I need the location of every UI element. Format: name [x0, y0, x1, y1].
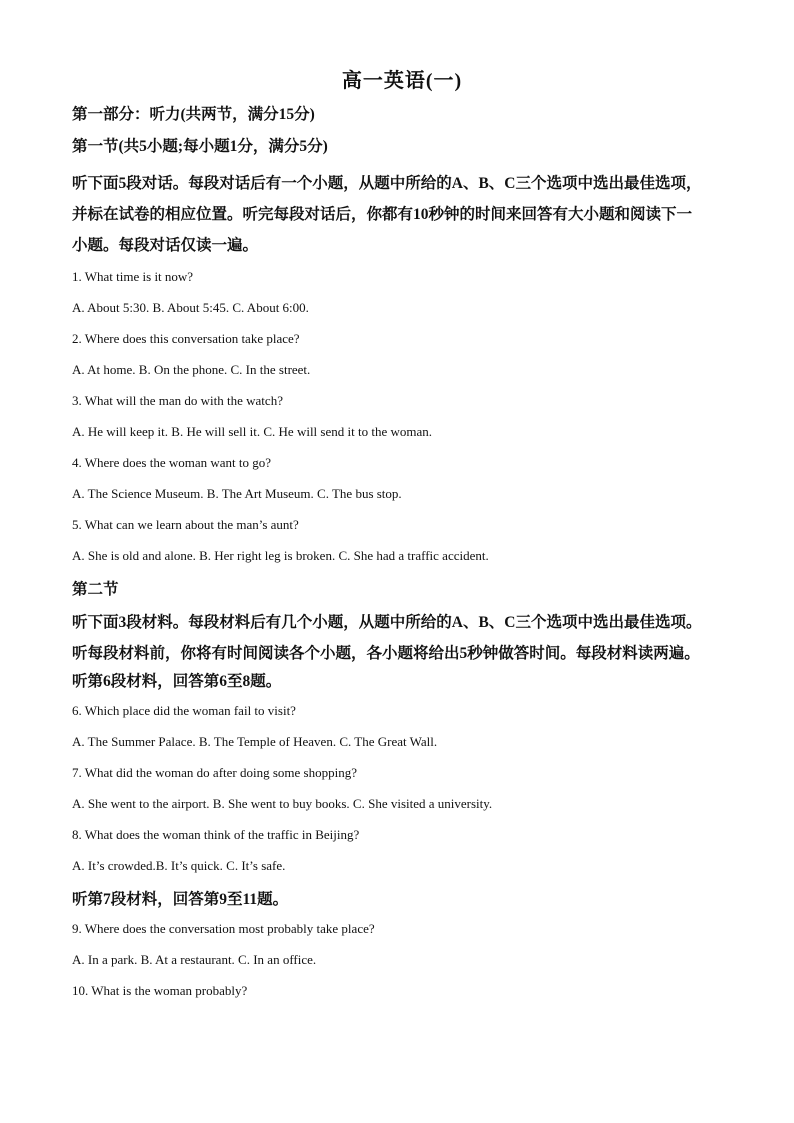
question-text: 9. Where does the conversation most probably take place?: [72, 921, 375, 936]
exam-page: [72, 66, 732, 1014]
question-text: 6. Which place did the woman fail to visit?: [72, 703, 296, 718]
question-text: 4. Where does the woman want to go?: [72, 455, 272, 470]
material7-question-list: [72, 921, 732, 998]
section2-heading: 第二节: [72, 581, 119, 598]
question-options: A. In a park. B. At a restaurant. C. In an office.: [72, 952, 317, 967]
exam-title: 高一英语(一): [341, 70, 463, 92]
instruction-line: 听每段材料前，你将有时间阅读各个小题，各小题将给出5秒钟做答时间。每段材料读两遍。: [72, 645, 700, 662]
section1-heading: 第一节(共5小题;每小题1分，满分5分): [72, 138, 328, 155]
instruction-line: 听下面5段对话。每段对话后有一个小题，从题中所给的A、B、C三个选项中选出最佳选项，: [72, 175, 702, 192]
instruction-line: 听下面3段材料。每段材料后有几个小题，从题中所给的A、B、C三个选项中选出最佳选项。: [72, 614, 702, 631]
question-text: 2. Where does this conversation take place?: [72, 331, 300, 346]
material7-heading: 听第7段材料，回答第9至11题。: [72, 891, 289, 908]
part1-heading: 第一部分：听力(共两节，满分15分): [72, 106, 315, 123]
question-options: A. It’s crowded.B. It’s quick. C. It’s safe.: [72, 858, 286, 873]
material6-heading: 听第6段材料，回答第6至8题。: [72, 673, 282, 690]
question-options: A. The Science Museum. B. The Art Museum. C. The bus stop.: [72, 486, 402, 501]
question-options: A. She is old and alone. B. Her right leg is broken. C. She had a traffic accident.: [72, 548, 489, 563]
instruction-line: 并标在试卷的相应位置。听完每段对话后，你都有10秒钟的时间来回答有大小题和阅读下一: [72, 206, 693, 223]
question-text: 10. What is the woman probably?: [72, 983, 248, 998]
instruction-line: 小题。每段对话仅读一遍。: [72, 237, 259, 254]
question-text: 5. What can we learn about the man’s aunt?: [72, 517, 299, 532]
section1-instructions: [72, 168, 732, 261]
question-text: 8. What does the woman think of the traffic in Beijing?: [72, 827, 360, 842]
question-options: A. He will keep it. B. He will sell it. C. He will send it to the woman.: [72, 424, 432, 439]
question-options: A. She went to the airport. B. She went to buy books. C. She visited a university.: [72, 796, 493, 811]
question-text: 1. What time is it now?: [72, 269, 194, 284]
material6-question-list: [72, 703, 732, 873]
section1-question-list: [72, 269, 732, 563]
question-options: A. About 5:30. B. About 5:45. C. About 6:00.: [72, 300, 309, 315]
question-text: 3. What will the man do with the watch?: [72, 393, 283, 408]
question-options: A. At home. B. On the phone. C. In the street.: [72, 362, 311, 377]
question-options: A. The Summer Palace. B. The Temple of Heaven. C. The Great Wall.: [72, 734, 438, 749]
question-text: 7. What did the woman do after doing some shopping?: [72, 765, 357, 780]
section2-instructions: [72, 607, 732, 669]
